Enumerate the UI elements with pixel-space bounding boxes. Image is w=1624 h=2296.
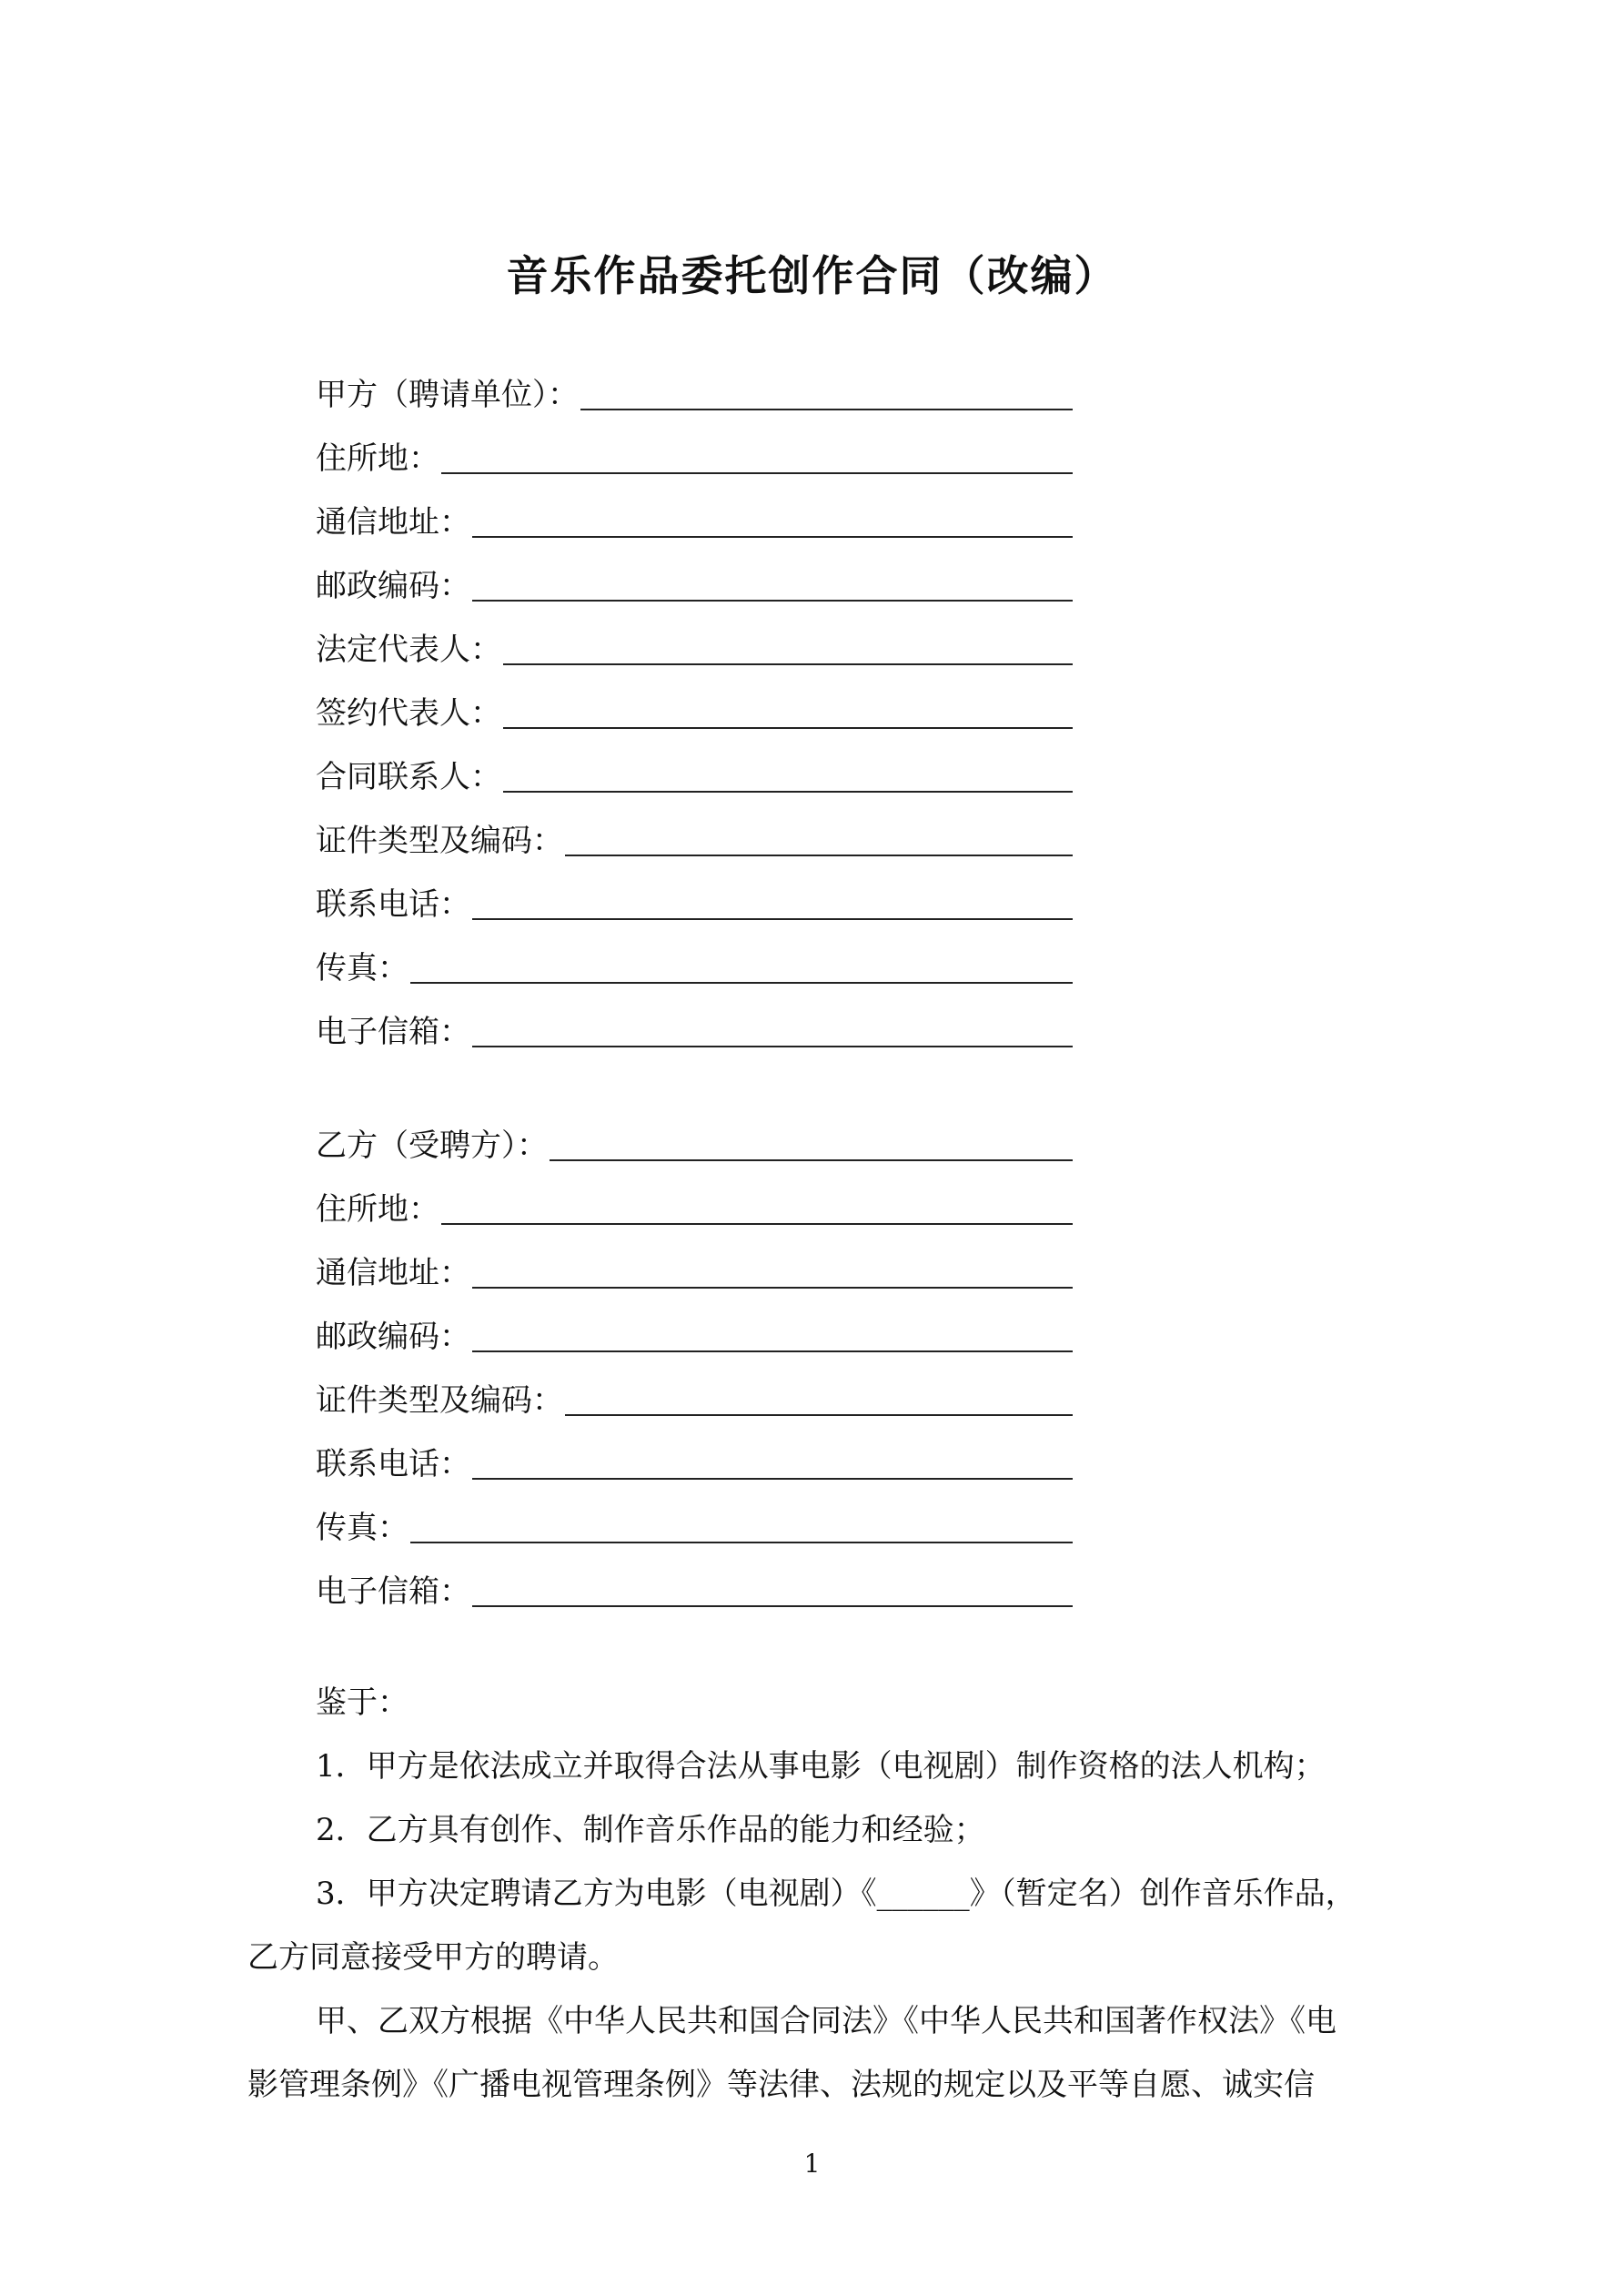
party-b-id-type-field[interactable] bbox=[316, 1378, 1073, 1423]
party-a-address-field[interactable] bbox=[316, 436, 1073, 481]
blank-line[interactable] bbox=[472, 501, 1073, 538]
party-a-fax-field[interactable] bbox=[316, 946, 1073, 991]
blank-line[interactable] bbox=[410, 947, 1073, 984]
basis-paragraph-line-2: 影管理条例》《广播电视管理条例》等法律、法规的规定以及平等自愿、诚实信 bbox=[247, 2067, 1315, 2103]
field-label: 传真： bbox=[316, 950, 409, 986]
party-b-mailing-address-field[interactable] bbox=[316, 1250, 1073, 1296]
party-b-fax-field[interactable] bbox=[316, 1505, 1073, 1551]
field-label: 电子信箱： bbox=[316, 1573, 470, 1610]
party-a-email-field[interactable] bbox=[316, 1009, 1073, 1055]
blank-line[interactable] bbox=[472, 1252, 1073, 1289]
party-b-name-field[interactable] bbox=[316, 1123, 1073, 1168]
field-label: 法定代表人： bbox=[316, 632, 501, 668]
party-b-postcode-field[interactable] bbox=[316, 1314, 1073, 1360]
recital-item-1: 1．甲方是依法成立并取得合法从事电影（电视剧）制作资格的法人机构； bbox=[316, 1748, 1326, 1785]
field-label: 住所地： bbox=[316, 1191, 439, 1228]
party-a-postcode-field[interactable] bbox=[316, 563, 1073, 609]
field-label: 签约代表人： bbox=[316, 695, 501, 732]
blank-line[interactable] bbox=[503, 629, 1073, 665]
party-a-legal-rep-field[interactable] bbox=[316, 627, 1073, 673]
field-label: 住所地： bbox=[316, 440, 439, 477]
field-label: 邮政编码： bbox=[316, 1319, 470, 1355]
recital-item-3-line-1: 3．甲方决定聘请乙方为电影（电视剧）《______》（暂定名）创作音乐作品， bbox=[316, 1876, 1357, 1912]
party-a-name-field[interactable] bbox=[316, 372, 1073, 418]
document-title: 音乐作品委托创作合同（改编） bbox=[506, 251, 1118, 300]
field-label: 通信地址： bbox=[316, 504, 470, 541]
party-a-signing-rep-field[interactable] bbox=[316, 691, 1073, 736]
field-label: 合同联系人： bbox=[316, 759, 501, 795]
field-label: 证件类型及编码： bbox=[316, 823, 563, 859]
basis-paragraph-line-1: 甲、乙双方根据《中华人民共和国合同法》《中华人民共和国著作权法》《电 bbox=[316, 2003, 1337, 2039]
field-label: 联系电话： bbox=[316, 886, 470, 923]
blank-line[interactable] bbox=[472, 884, 1073, 920]
recitals-heading: 鉴于： bbox=[316, 1684, 409, 1721]
blank-line[interactable] bbox=[565, 1380, 1073, 1416]
recital-item-3-line-2: 乙方同意接受甲方的聘请。 bbox=[247, 1939, 619, 1976]
party-b-phone-field[interactable] bbox=[316, 1441, 1073, 1487]
field-label: 甲方（聘请单位）： bbox=[316, 377, 579, 413]
field-label: 证件类型及编码： bbox=[316, 1382, 563, 1419]
blank-line[interactable] bbox=[472, 565, 1073, 602]
field-label: 乙方（受聘方）： bbox=[316, 1128, 548, 1164]
blank-line[interactable] bbox=[472, 1011, 1073, 1047]
blank-line[interactable] bbox=[503, 756, 1073, 793]
blank-line[interactable] bbox=[503, 693, 1073, 729]
field-label: 邮政编码： bbox=[316, 568, 470, 604]
field-label: 联系电话： bbox=[316, 1446, 470, 1482]
blank-line[interactable] bbox=[441, 438, 1073, 474]
page-number: 1 bbox=[803, 2149, 821, 2179]
blank-line[interactable] bbox=[410, 1507, 1073, 1543]
party-b-address-field[interactable] bbox=[316, 1187, 1073, 1232]
blank-line[interactable] bbox=[580, 374, 1073, 410]
field-label: 通信地址： bbox=[316, 1255, 470, 1291]
blank-line[interactable] bbox=[441, 1188, 1073, 1225]
blank-line[interactable] bbox=[472, 1316, 1073, 1352]
recital-item-2: 2．乙方具有创作、制作音乐作品的能力和经验； bbox=[316, 1812, 985, 1848]
blank-line[interactable] bbox=[472, 1443, 1073, 1480]
blank-line[interactable] bbox=[472, 1571, 1073, 1607]
blank-line[interactable] bbox=[550, 1125, 1073, 1161]
field-label: 传真： bbox=[316, 1510, 409, 1546]
party-a-contact-field[interactable] bbox=[316, 754, 1073, 800]
party-a-mailing-address-field[interactable] bbox=[316, 500, 1073, 545]
blank-line[interactable] bbox=[565, 820, 1073, 856]
field-label: 电子信箱： bbox=[316, 1014, 470, 1050]
party-a-id-type-field[interactable] bbox=[316, 818, 1073, 864]
party-b-email-field[interactable] bbox=[316, 1569, 1073, 1614]
party-a-phone-field[interactable] bbox=[316, 882, 1073, 927]
